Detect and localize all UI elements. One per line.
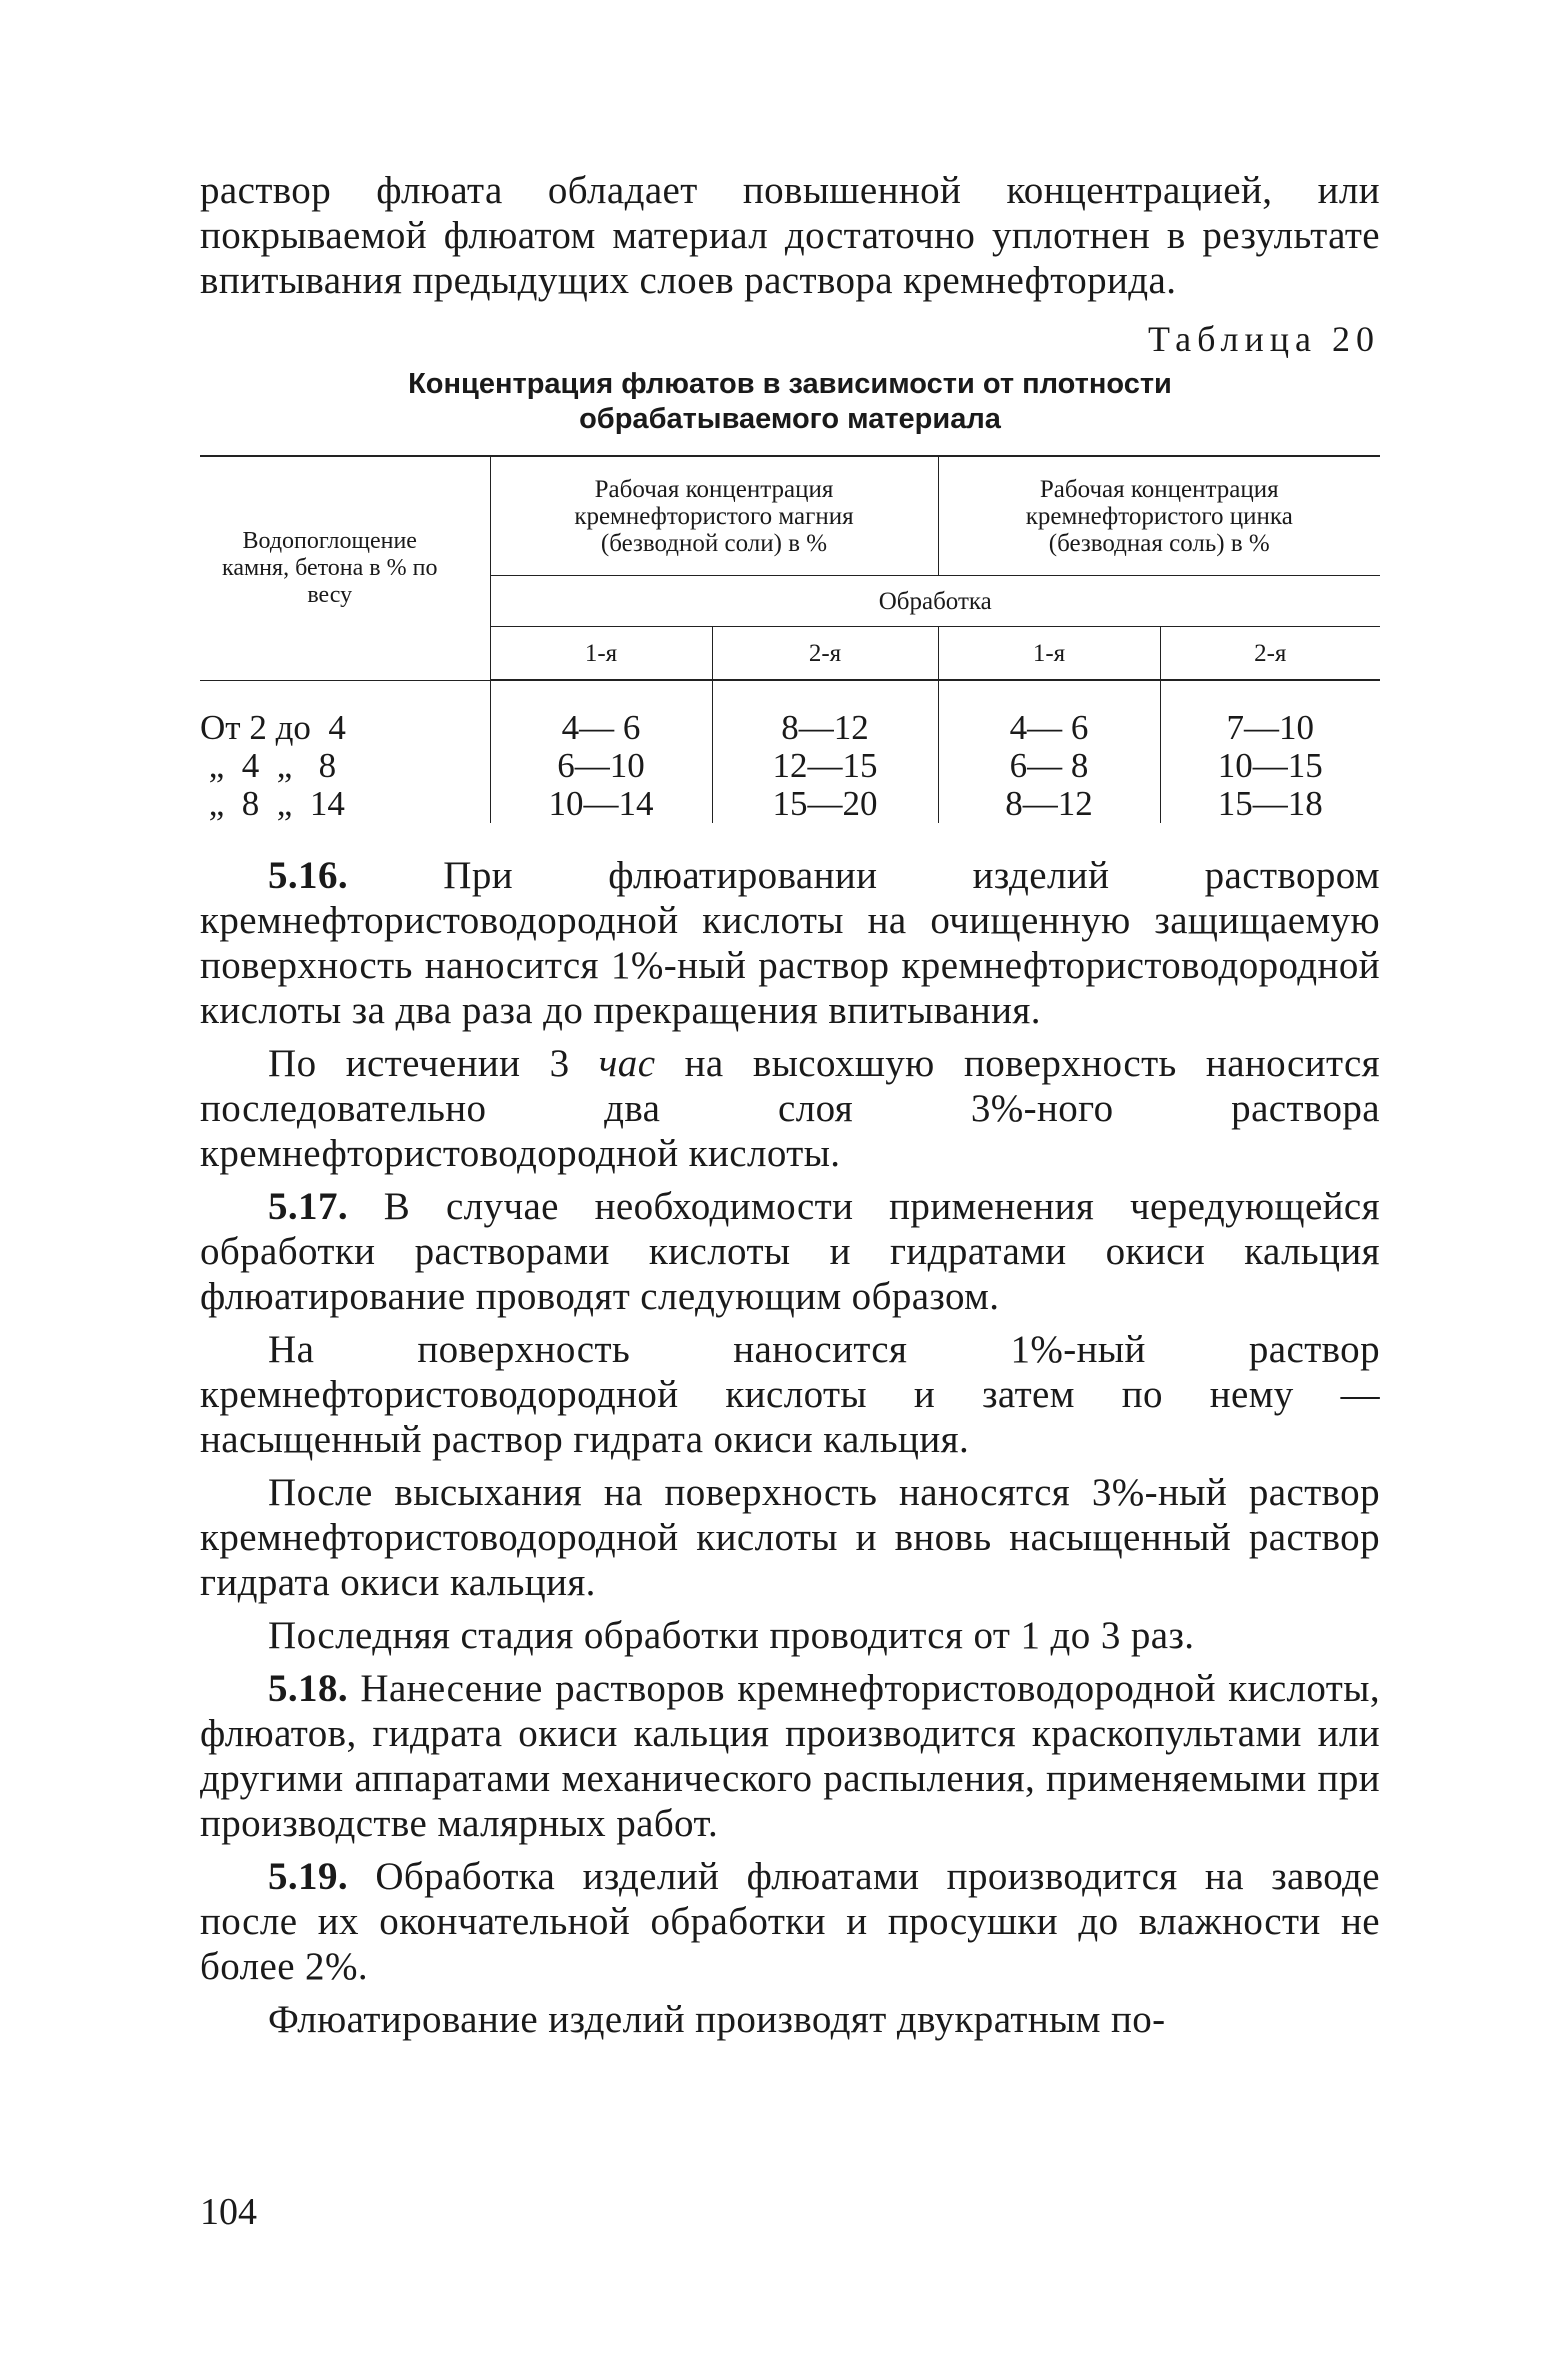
table-spacer bbox=[200, 680, 1380, 709]
subheader-3: 1-я bbox=[938, 627, 1160, 681]
value-cell: 6— 8 bbox=[938, 747, 1160, 785]
section-number: 5.17. bbox=[268, 1185, 348, 1228]
intro-paragraph: раствор флюата обладает повышенной концентрацией, или покрываемой флюатом материал достаточно уплотнен в результате впитывания предыдущих слоев раствора кремнефторида. bbox=[200, 169, 1380, 302]
table-header-row bbox=[200, 456, 1380, 576]
page-number: 104 bbox=[200, 2191, 257, 2233]
section-number: 5.19. bbox=[268, 1855, 348, 1898]
paragraph-text: По истечении 3 bbox=[268, 1042, 599, 1085]
range-cell: От 2 до 4 bbox=[200, 708, 346, 747]
page-content bbox=[200, 168, 1380, 2042]
concentration-table bbox=[200, 455, 1380, 823]
value-cell: 8—12 bbox=[712, 709, 938, 747]
paragraph-text: Обработка изделий флюатами производится на заводе после их окончательной обработки и просушки до влажности не более 2%. bbox=[200, 1855, 1380, 1988]
header-processing: Обработка bbox=[490, 576, 1380, 627]
paragraph-5-17 bbox=[200, 1184, 1380, 1319]
paragraph-5-17-b: На поверхность наносится 1%-ный раствор кремнефтористоводородной кислоты и затем по нему — насыщенный раствор гидрата окиси кальция. bbox=[200, 1328, 1380, 1461]
value-cell: 15—20 bbox=[712, 785, 938, 823]
header-water-absorption: Водопоглощение камня, бетона в % по весу bbox=[200, 456, 490, 680]
paragraph-5-16-b bbox=[200, 1041, 1380, 1176]
paragraph-5-17-c: После высыхания на поверхность наносятся 3%-ный раствор кремнефтористоводородной кислоты и вновь насыщенный раствор гидрата окиси кальция. bbox=[200, 1471, 1380, 1604]
value-cell: 7—10 bbox=[1160, 709, 1380, 747]
table-title bbox=[200, 367, 1380, 437]
table-label: Таблица 20 bbox=[1148, 319, 1380, 359]
table-row bbox=[200, 747, 1380, 785]
section-number: 5.18. bbox=[268, 1667, 348, 1710]
value-cell: 12—15 bbox=[712, 747, 938, 785]
subheader-1: 1-я bbox=[490, 627, 712, 681]
table-title-line1: Концентрация флюатов в зависимости от плотности bbox=[408, 368, 1172, 400]
value-cell: 4— 6 bbox=[938, 709, 1160, 747]
paragraph-text: При флюатировании изделий раствором кремнефтористоводородной кислоты на очищенную защищаемую поверхность наносится 1%-ный раствор кремнефтористоводородной кислоты за два раза до прекращения впитывания. bbox=[200, 854, 1380, 1032]
subheader-2: 2-я bbox=[712, 627, 938, 681]
paragraph-5-17-d: Последняя стадия обработки проводится от 1 до 3 раз. bbox=[268, 1614, 1195, 1657]
value-cell: 15—18 bbox=[1160, 785, 1380, 823]
table-title-line2: обрабатываемого материала bbox=[579, 403, 1001, 435]
value-cell: 10—15 bbox=[1160, 747, 1380, 785]
paragraph-text: В случае необходимости применения чередующейся обработки растворами кислоты и гидратами окиси кальция флюатирование проводят следующим образом. bbox=[200, 1185, 1380, 1318]
range-cell: „ 8 „ 14 bbox=[200, 784, 345, 823]
subheader-4: 2-я bbox=[1160, 627, 1380, 681]
section-number: 5.16. bbox=[268, 854, 348, 897]
paragraph-5-19-b: Флюатирование изделий производят двукратным по- bbox=[268, 1998, 1166, 2041]
value-cell: 4— 6 bbox=[490, 709, 712, 747]
value-cell: 8—12 bbox=[938, 785, 1160, 823]
paragraph-text: Нанесение растворов кремнефтористоводородной кислоты, флюатов, гидрата окиси кальция производится краскопультами или другими аппаратами механического распыления, применяемыми при производстве малярных работ. bbox=[200, 1667, 1380, 1845]
paragraph-text: на высохшую поверхность наносится последовательно два слоя 3%-ного раствора кремнефтористоводородной кислоты. bbox=[200, 1042, 1381, 1175]
value-cell: 10—14 bbox=[490, 785, 712, 823]
italic-unit: час bbox=[598, 1042, 656, 1085]
table-row bbox=[200, 709, 1380, 747]
header-magnesium: Рабочая концентрация кремнефтористого магния (безводной соли) в % bbox=[490, 456, 938, 576]
table-row bbox=[200, 785, 1380, 823]
paragraph-5-19 bbox=[200, 1854, 1380, 1989]
paragraph-5-18 bbox=[200, 1666, 1380, 1846]
header-zinc: Рабочая концентрация кремнефтористого цинка (безводная соль) в % bbox=[938, 456, 1380, 576]
value-cell: 6—10 bbox=[490, 747, 712, 785]
range-cell: „ 4 „ 8 bbox=[200, 746, 337, 785]
paragraph-5-16 bbox=[200, 853, 1380, 1033]
